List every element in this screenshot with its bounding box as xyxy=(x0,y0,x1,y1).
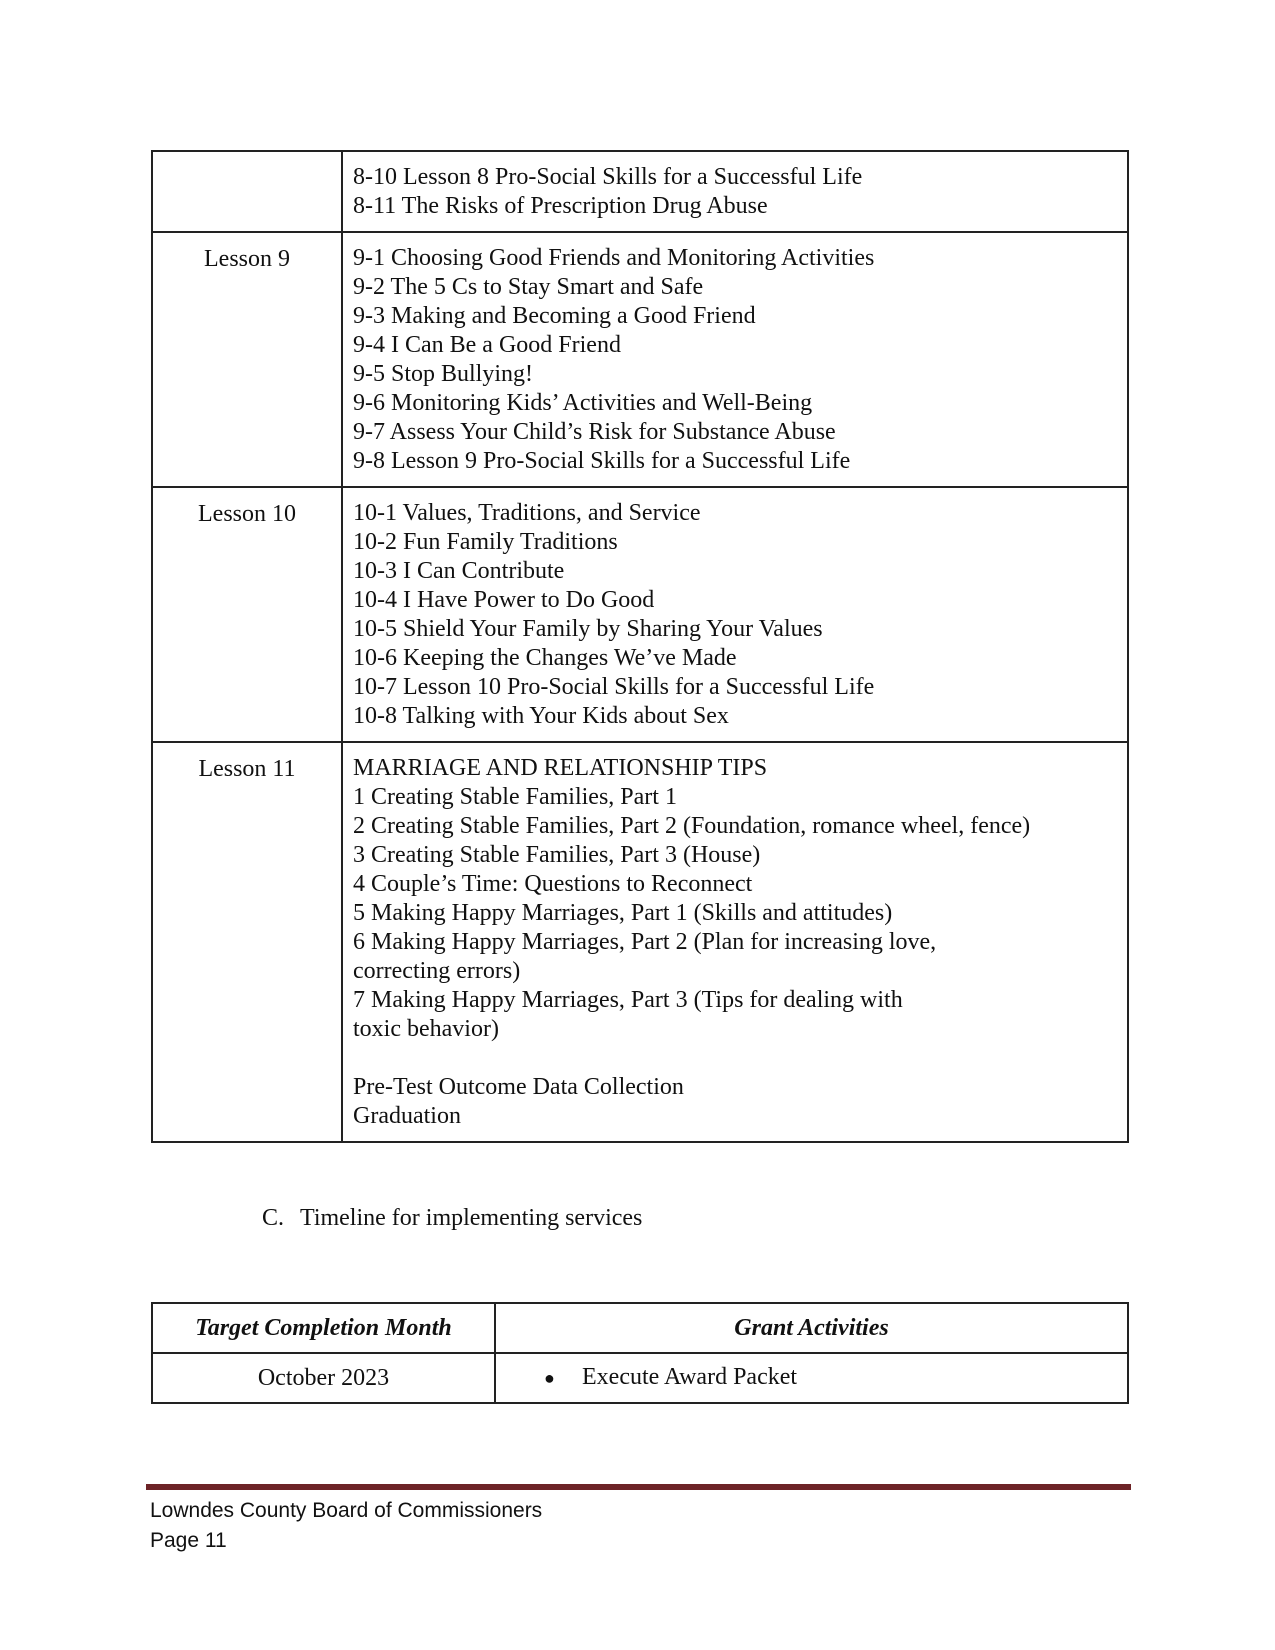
table-row xyxy=(152,1353,1128,1403)
lesson-items-cell xyxy=(342,742,1128,1142)
list-item: 8-11 The Risks of Prescription Drug Abuse xyxy=(353,193,768,219)
footer-page-number: Page 11 xyxy=(150,1529,227,1552)
activity-text: Execute Award Packet xyxy=(582,1364,798,1390)
list-item-continuation: correcting errors) xyxy=(353,958,521,984)
list-item: 8-10 Lesson 8 Pro-Social Skills for a Successful Life xyxy=(353,164,863,190)
section-heading-c xyxy=(262,1203,642,1233)
lesson-name-cell: Lesson 11 xyxy=(152,742,342,1142)
list-item: 10-7 Lesson 10 Pro-Social Skills for a Successful Life xyxy=(353,674,875,700)
column-header-month: Target Completion Month xyxy=(152,1303,495,1353)
list-item: 3 Creating Stable Families, Part 3 (House) xyxy=(353,842,761,868)
section-heading: MARRIAGE AND RELATIONSHIP TIPS xyxy=(353,755,768,781)
lesson-name-cell: Lesson 10 xyxy=(152,487,342,742)
list-item-continuation: toxic behavior) xyxy=(353,1016,499,1042)
footer xyxy=(150,1496,542,1556)
lesson-name-cell: Lesson 9 xyxy=(152,232,342,487)
activity-cell xyxy=(495,1353,1128,1403)
list-item: 10-8 Talking with Your Kids about Sex xyxy=(353,703,729,729)
section-title: Timeline for implementing services xyxy=(300,1205,643,1231)
list-item: 10-1 Values, Traditions, and Service xyxy=(353,500,701,526)
list-item: 10-3 I Can Contribute xyxy=(353,558,565,584)
list-item: 9-3 Making and Becoming a Good Friend xyxy=(353,303,756,329)
month-cell: October 2023 xyxy=(152,1353,495,1403)
lesson-items-cell xyxy=(342,487,1128,742)
list-item: 9-6 Monitoring Kids’ Activities and Well-Being xyxy=(353,390,813,416)
list-item: 9-2 The 5 Cs to Stay Smart and Safe xyxy=(353,274,704,300)
list-item: 6 Making Happy Marriages, Part 2 (Plan for increasing love, xyxy=(353,929,937,955)
list-item: 5 Making Happy Marriages, Part 1 (Skills and attitudes) xyxy=(353,900,893,926)
list-item: 10-4 I Have Power to Do Good xyxy=(353,587,655,613)
list-item: 4 Couple’s Time: Questions to Reconnect xyxy=(353,871,753,897)
list-item: 9-4 I Can Be a Good Friend xyxy=(353,332,621,358)
list-item: 1 Creating Stable Families, Part 1 xyxy=(353,784,677,810)
list-item: 2 Creating Stable Families, Part 2 (Foundation, romance wheel, fence) xyxy=(353,813,1031,839)
list-item: 9-5 Stop Bullying! xyxy=(353,361,534,387)
list-item: Graduation xyxy=(353,1103,461,1129)
lesson-items-cell xyxy=(342,151,1128,232)
bullet-icon: ● xyxy=(544,1368,555,1388)
list-item: 9-7 Assess Your Child’s Risk for Substance Abuse xyxy=(353,419,836,445)
column-header-activities: Grant Activities xyxy=(495,1303,1128,1353)
table-header-row xyxy=(152,1303,1128,1353)
list-item: 9-8 Lesson 9 Pro-Social Skills for a Successful Life xyxy=(353,448,851,474)
timeline-table xyxy=(151,1302,1129,1404)
table-row xyxy=(152,151,1128,232)
footer-divider xyxy=(146,1484,1131,1490)
table-row xyxy=(152,487,1128,742)
list-item: 10-6 Keeping the Changes We’ve Made xyxy=(353,645,737,671)
list-item: 10-5 Shield Your Family by Sharing Your Values xyxy=(353,616,823,642)
table-row xyxy=(152,232,1128,487)
table-row xyxy=(152,742,1128,1142)
footer-organization: Lowndes County Board of Commissioners xyxy=(150,1499,543,1522)
section-letter: C. xyxy=(262,1205,285,1231)
lessons-table xyxy=(151,150,1129,1143)
lesson-name-cell xyxy=(152,151,342,232)
list-item: Pre-Test Outcome Data Collection xyxy=(353,1074,684,1100)
list-item: 9-1 Choosing Good Friends and Monitoring Activities xyxy=(353,245,875,271)
lesson-items-cell xyxy=(342,232,1128,487)
list-item: 7 Making Happy Marriages, Part 3 (Tips for dealing with xyxy=(353,987,903,1013)
list-item: 10-2 Fun Family Traditions xyxy=(353,529,618,555)
blank-line xyxy=(353,1044,1117,1073)
